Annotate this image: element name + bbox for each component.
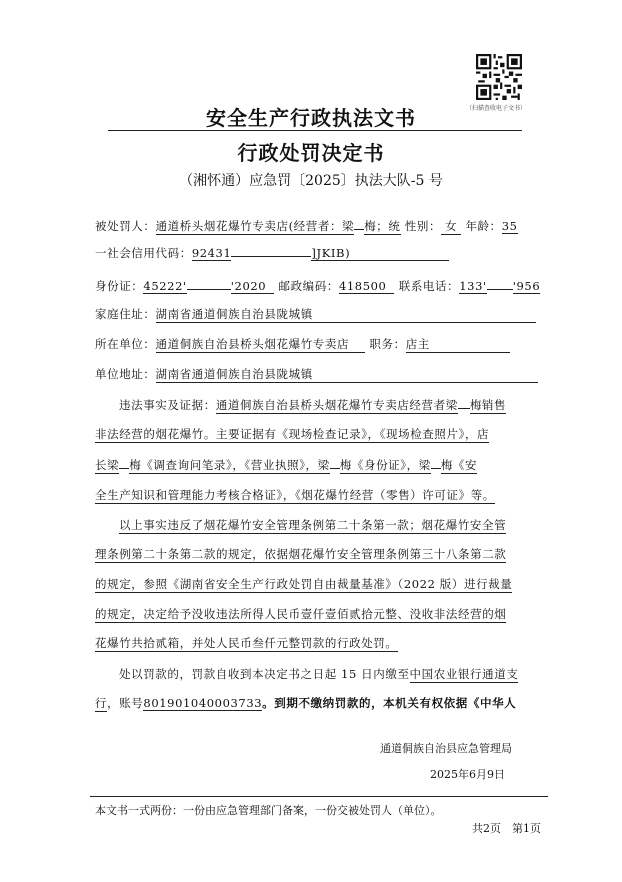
document-title: 行政处罚决定书 <box>237 141 385 165</box>
age-value: 35 <box>501 219 518 233</box>
title-divider <box>108 130 522 131</box>
qr-caption: （扫描查收电子文书） <box>466 105 527 112</box>
unit-address-label: 单位地址： <box>95 367 156 381</box>
home-address-label: 家庭住址： <box>95 307 156 321</box>
legal-basis-line-3: 的规定，参照《湖南省安全生产行政处罚自由裁量基准》（2022 版）进行裁量 <box>95 577 513 591</box>
party-name-cont: 梅；统 <box>364 219 401 233</box>
credit-value-2: ]JKIB) <box>311 246 449 261</box>
role-value: 店主 <box>406 336 510 353</box>
unit-label: 所在单位： <box>95 337 156 351</box>
party-line <box>95 218 518 235</box>
violation-lead: 违法事实及证据： <box>119 398 216 412</box>
document-category-title: 安全生产行政执法文书 <box>206 106 416 130</box>
violation-line-1: 违法事实及证据：通道侗族自治县桥头烟花爆竹专卖店经营者梁 梅销售 <box>119 398 507 412</box>
credit-line <box>95 245 449 261</box>
unit-value: 通道侗族自治县桥头烟花爆竹专卖店 <box>156 336 366 353</box>
gender-label: 性别： <box>404 219 442 233</box>
postal-label: 邮政编码： <box>278 279 339 293</box>
legal-basis-line-1: 以上事实违反了烟花爆竹安全管理条例第二十条第一款；烟花爆竹安全管 <box>119 518 507 532</box>
document-number: （湘怀通）应急罚〔2025〕执法大队-5 号 <box>179 173 443 189</box>
home-address-line <box>95 306 536 323</box>
account-number: 801901040003733 <box>143 696 263 710</box>
payment-line-2: 行，账号801901040003733。到期不缴纳罚款的，本机关有权依据《中华人 <box>95 696 517 710</box>
party-name: 通道桥头烟花爆竹专卖店(经营者：梁 <box>155 219 355 233</box>
copies-note: 本文书一式两份：一份由应急管理部门备案，一份交被处罚人（单位）。 <box>95 804 442 817</box>
credit-value-1: 92431 <box>191 246 232 260</box>
id-label: 身份证： <box>95 279 144 293</box>
party-label: 被处罚人： <box>95 219 156 233</box>
id-line <box>95 278 540 294</box>
unit-address-line <box>95 366 538 383</box>
id-value-2: '2020 <box>231 279 274 294</box>
legal-basis-line-5: 花爆竹共拾贰箱，并处人民币叁仟元整罚款的行政处罚。 <box>95 636 398 650</box>
age-label: 年龄： <box>465 219 502 233</box>
home-address-value: 湖南省通道侗族自治县陇城镇 <box>156 306 536 323</box>
bank-name: 中国农业银行通道支 <box>409 667 519 681</box>
page-count: 共2页 第1页 <box>472 822 541 835</box>
legal-basis-line-2: 理条例第二十条第二款的规定，依据烟花爆竹安全管理条例第三十八条第二款 <box>95 547 507 561</box>
violation-line-4: 全生产知识和管理能力考核合格证》，《烟花爆竹经营（零售）许可证》等。 <box>95 488 495 502</box>
footer-divider <box>90 796 548 797</box>
unit-line <box>95 336 510 353</box>
phone-value-1: 133' <box>459 279 487 293</box>
violation-line-2: 非法经营的烟花爆竹。主要证据有《现场检查记录》，《现场检查照片》，店 <box>95 427 490 441</box>
legal-basis-line-4: 的规定，决定给予没收违法所得人民币壹仟壹佰贰拾元整、没收非法经营的烟 <box>95 607 507 621</box>
issue-date: 2025年6月9日 <box>430 768 505 781</box>
credit-label: 一社会信用代码： <box>95 246 192 260</box>
postal-value: 418500 <box>339 279 395 294</box>
gender-value: 女 <box>441 218 461 235</box>
id-value-1: 45222' <box>143 279 187 293</box>
phone-label: 联系电话： <box>398 279 460 293</box>
phone-value-2: '956 <box>512 279 541 293</box>
issuing-authority: 通道侗族自治县应急管理局 <box>380 742 512 755</box>
violation-line-3: 长梁 梅《调查询问笔录》，《营业执照》，梁 梅《身份证》，梁 梅《安 <box>95 458 478 472</box>
payment-line-1: 处以罚款的，罚款自收到本决定书之日起 15 日内缴至中国农业银行通道支 <box>119 667 519 681</box>
qr-code-icon <box>476 54 522 100</box>
role-label: 职务： <box>369 337 406 351</box>
unit-address-value: 湖南省通道侗族自治县陇城镇 <box>156 366 538 383</box>
